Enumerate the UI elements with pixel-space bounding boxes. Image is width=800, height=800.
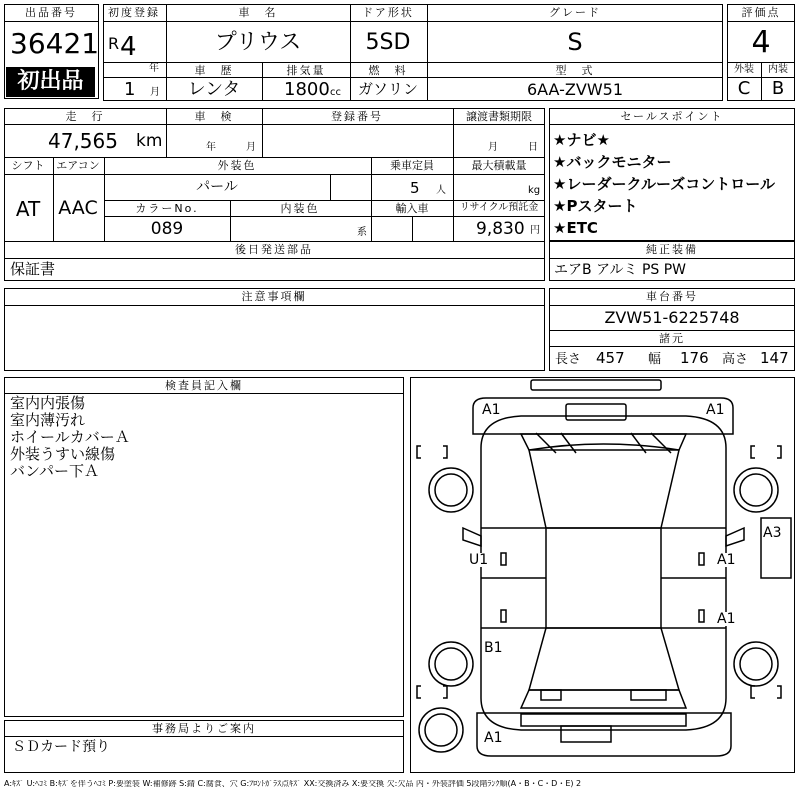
fuel-label: 燃 料 — [368, 64, 408, 77]
chassis-number: ZVW51-6225748 — [604, 308, 740, 327]
mileage: 47,565 — [48, 129, 118, 153]
sales-point: ★バックモニター — [553, 153, 672, 171]
fuel: ガソリン — [357, 80, 419, 98]
person-unit: 人 — [436, 185, 446, 196]
model-label: 型 式 — [555, 64, 595, 77]
inspector-notes — [10, 395, 130, 480]
reg-month: 1 — [124, 79, 136, 100]
score-label: 評価点 — [741, 6, 781, 19]
sales-points-list — [553, 129, 775, 239]
length: 457 — [596, 349, 625, 367]
mileage-label: 走 行 — [65, 110, 105, 123]
interior-grade: B — [771, 78, 785, 99]
grade: S — [567, 28, 583, 56]
import-label: 輸入車 — [395, 202, 429, 215]
sales-points-label: セールスポイント — [620, 110, 724, 123]
inspector-note: 室内薄汚れ — [10, 411, 86, 429]
inspector-note: 外装うすい線傷 — [10, 445, 116, 463]
delivery-parts: 保証書 — [10, 260, 56, 278]
width: 176 — [680, 349, 709, 367]
length-label: 長さ — [555, 352, 582, 367]
damage-mark: B1 — [484, 640, 503, 656]
kei-unit: 系 — [357, 227, 367, 238]
car-name: プリウス — [214, 30, 302, 55]
displacement-label: 排気量 — [286, 64, 326, 77]
registration-label: 登録番号 — [331, 110, 383, 123]
load-label: 最大積載量 — [471, 159, 527, 172]
damage-mark: A1 — [482, 402, 501, 418]
inspection-label: 車 検 — [194, 110, 234, 123]
interior-color-label: 内装色 — [280, 202, 320, 215]
sales-point: ★ETC — [553, 219, 598, 237]
inspection-month-unit: 月 — [246, 142, 256, 153]
office-message: ＳＤカード預り — [12, 739, 110, 755]
damage-legend: A:ｷｽﾞ U:ﾍｺﾐ B:ｷｽﾞを伴うﾍｺﾐ P:要塗装 W:補修跡 S:錆 C:腐食、穴 G:ﾌﾛﾝﾄｶﾞﾗｽ点ｷｽﾞ XX:交換済み X:要交換 欠:欠品 内・外装評価 5段階ﾗﾝｸ順(A・B・C・D・E) 2 — [4, 780, 582, 788]
damage-mark: A1 — [484, 730, 503, 746]
door-label: ドア形状 — [362, 6, 414, 19]
inspector-note: ホイールカバーＡ — [10, 428, 130, 446]
month-unit: 月 — [150, 87, 160, 98]
score: 4 — [751, 25, 771, 60]
exterior-label: 外装 — [734, 64, 754, 75]
inspection-year-unit: 年 — [206, 142, 216, 153]
equipment-label: 純正装備 — [646, 243, 698, 256]
height-label: 高さ — [722, 352, 749, 367]
color-no-label: カラーNo. — [135, 202, 199, 215]
inspector-note: バンパー下Ａ — [10, 462, 99, 480]
history: レンタ — [187, 79, 241, 100]
reg-year: 4 — [120, 32, 137, 62]
grade-label: グレード — [549, 6, 601, 19]
exterior-grade: C — [737, 78, 751, 99]
yen-unit: 円 — [530, 225, 540, 236]
exterior-color: パール — [196, 179, 238, 195]
cc-unit: cc — [330, 87, 341, 98]
damage-mark: A1 — [706, 402, 725, 418]
model-code: 6AA-ZVW51 — [526, 80, 624, 99]
damage-mark: A1 — [717, 552, 736, 568]
width-label: 幅 — [648, 352, 662, 367]
ac-label: エアコン — [56, 159, 100, 172]
km-unit: km — [136, 131, 163, 151]
first-reg-label: 初度登録 — [108, 6, 160, 19]
height: 147 — [760, 349, 789, 367]
first-listing-badge: 初出品 — [6, 67, 95, 97]
shift-label: シフト — [11, 159, 45, 172]
inspector-label: 検査員記入欄 — [165, 379, 243, 392]
door-type: 5SD — [365, 30, 411, 55]
damage-mark: A1 — [717, 611, 736, 627]
recycle-label: リサイクル預託金 — [459, 202, 539, 213]
delivery-label: 後日発送部品 — [235, 243, 313, 256]
damage-diagram — [410, 377, 795, 773]
color-number: 089 — [150, 219, 184, 239]
transfer-label: 譲渡書類期限 — [466, 110, 532, 123]
color-label: 外装色 — [217, 159, 257, 172]
transfer-month-unit: 月 — [488, 142, 498, 153]
damage-mark: U1 — [469, 552, 489, 568]
damage-mark: A3 — [763, 525, 782, 541]
lot-label: 出品番号 — [25, 6, 77, 19]
dims-label: 諸元 — [659, 332, 685, 345]
history-label: 車 歴 — [194, 64, 234, 77]
ac: AAC — [58, 197, 98, 219]
displacement: 1800 — [284, 79, 330, 100]
year-unit: 年 — [149, 63, 159, 74]
transfer-day-unit: 日 — [528, 142, 538, 153]
era: R — [108, 34, 120, 53]
capacity-label: 乗車定員 — [390, 159, 434, 172]
shift: AT — [15, 197, 41, 221]
chassis-label: 車台番号 — [646, 290, 698, 303]
notes-label: 注意事項欄 — [241, 290, 307, 303]
office-label: 事務局よりご案内 — [152, 722, 256, 735]
capacity: 5 — [410, 179, 420, 197]
interior-label: 内装 — [768, 64, 788, 75]
kg-unit: kg — [528, 185, 541, 196]
sales-point: ★ナビ★ — [553, 131, 610, 149]
recycle-fee: 9,830 — [476, 219, 525, 239]
sales-point: ★レーダークルーズコントロール — [553, 175, 775, 193]
inspector-note: 室内内張傷 — [10, 394, 86, 412]
equipment-list: エアB アルミ PS PW — [554, 262, 687, 278]
car-name-label: 車 名 — [238, 6, 278, 19]
sales-point: ★Pスタート — [553, 197, 638, 215]
lot-number: 36421 — [10, 27, 100, 60]
